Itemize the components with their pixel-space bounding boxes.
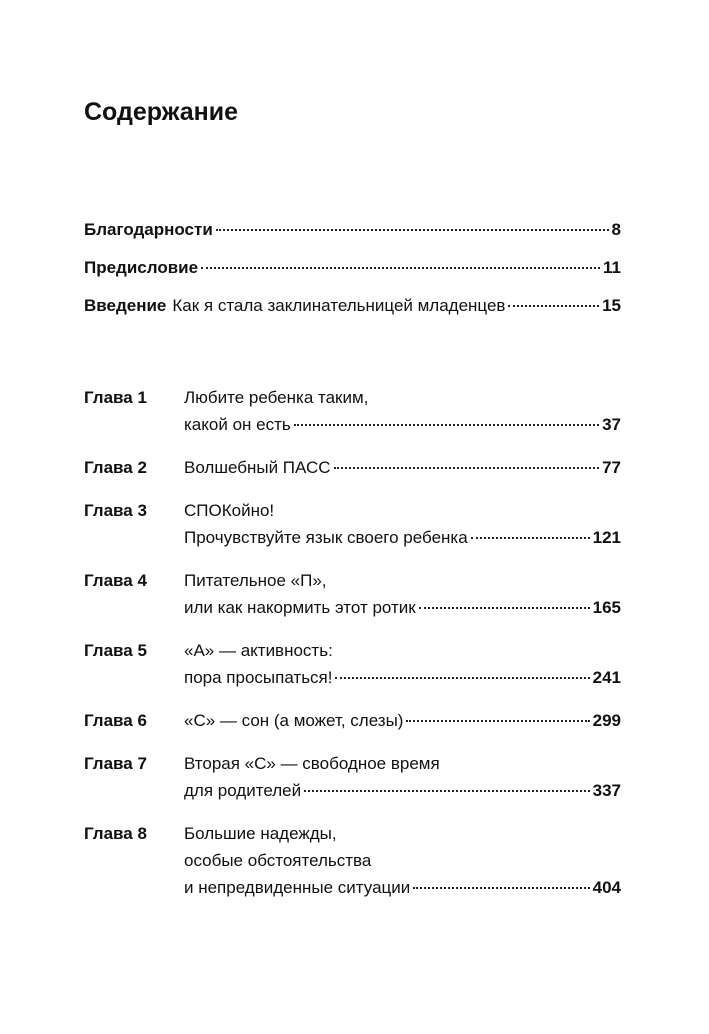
chapter-label: Глава 3 xyxy=(84,501,147,520)
dot-leader xyxy=(216,229,609,231)
dot-leader xyxy=(294,424,599,426)
chapter-title-line: Питательное «П», xyxy=(184,571,327,590)
page-number: 299 xyxy=(592,711,621,730)
chapter-title-line: «С» — сон (а может, слезы) xyxy=(184,711,404,730)
entry-subtitle: Как я стала заклинательницей младенцев xyxy=(172,296,506,315)
front-matter-list xyxy=(84,220,621,334)
dot-leader xyxy=(471,537,590,539)
page-number: 15 xyxy=(602,296,621,315)
chapter-label: Глава 5 xyxy=(84,641,147,660)
chapter-list xyxy=(84,384,621,917)
chapter-title-line: особые обстоятельства xyxy=(184,851,372,870)
dot-leader xyxy=(201,267,600,269)
toc-entry-introduction[interactable] xyxy=(84,296,621,334)
page-number: 11 xyxy=(603,258,621,277)
dot-leader xyxy=(419,607,590,609)
chapter-title-line: или как накормить этот ротик xyxy=(184,598,416,617)
toc-entry-chapter-7[interactable] xyxy=(84,750,621,804)
toc-entry-acknowledgements[interactable] xyxy=(84,220,621,258)
entry-label: Предисловие xyxy=(84,258,199,277)
dot-leader xyxy=(334,467,600,469)
toc-entry-chapter-1[interactable] xyxy=(84,384,621,438)
page-number: 8 xyxy=(611,220,621,239)
toc-entry-chapter-4[interactable] xyxy=(84,567,621,621)
chapter-title-line: для родителей xyxy=(184,781,302,800)
chapter-title-line: СПОКойно! xyxy=(184,501,275,520)
dot-leader xyxy=(508,305,599,307)
toc-entry-chapter-6[interactable] xyxy=(84,707,621,734)
chapter-title-line: какой он есть xyxy=(184,415,291,434)
chapter-title-line: Прочувствуйте язык своего ребенка xyxy=(184,528,468,547)
page-number: 77 xyxy=(602,458,621,477)
page-number: 241 xyxy=(592,668,621,687)
page-title: Содержание xyxy=(84,98,239,126)
page-number: 337 xyxy=(592,781,621,800)
chapter-title-line: Вторая «С» — свободное время xyxy=(184,754,440,773)
page-number: 121 xyxy=(592,528,621,547)
chapter-title-line: Любите ребенка таким, xyxy=(184,388,369,407)
page-number: 165 xyxy=(592,598,621,617)
dot-leader xyxy=(406,720,589,722)
chapter-label: Глава 8 xyxy=(84,824,147,843)
dot-leader xyxy=(304,790,590,792)
chapter-title-line: и непредвиденные ситуации xyxy=(184,878,411,897)
toc-entry-chapter-8[interactable] xyxy=(84,820,621,901)
dot-leader xyxy=(413,887,589,889)
chapter-title-line: пора просыпаться! xyxy=(184,668,333,687)
page-number: 404 xyxy=(592,878,621,897)
toc-entry-chapter-2[interactable] xyxy=(84,454,621,481)
chapter-label: Глава 7 xyxy=(84,754,147,773)
toc-entry-chapter-5[interactable] xyxy=(84,637,621,691)
entry-label: Благодарности xyxy=(84,220,213,239)
toc-entry-preface[interactable] xyxy=(84,258,621,296)
chapter-label: Глава 2 xyxy=(84,458,147,477)
entry-label: Введение xyxy=(84,296,167,315)
page-number: 37 xyxy=(602,415,621,434)
chapter-label: Глава 6 xyxy=(84,711,147,730)
chapter-title-line: Большие надежды, xyxy=(184,824,337,843)
chapter-label: Глава 1 xyxy=(84,388,147,407)
chapter-label: Глава 4 xyxy=(84,571,147,590)
chapter-title-line: «А» — активность: xyxy=(184,641,333,660)
toc-entry-chapter-3[interactable] xyxy=(84,497,621,551)
dot-leader xyxy=(335,677,589,679)
chapter-title-line: Волшебный ПАСС xyxy=(184,458,331,477)
